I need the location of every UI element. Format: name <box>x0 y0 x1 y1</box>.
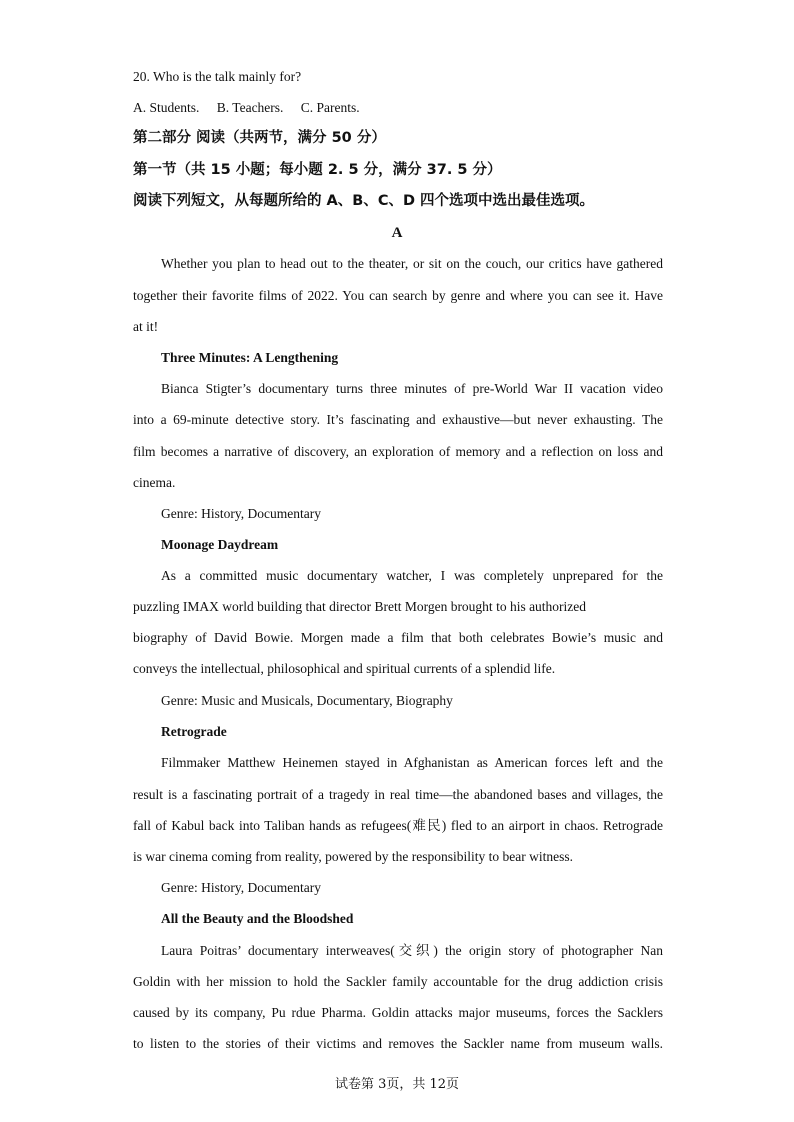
film-text-line: As a committed music documentary watcher, I was completely unprepared for the <box>161 568 663 583</box>
film-text-line: cinema. <box>133 475 176 490</box>
question-20-stem: 20. Who is the talk mainly for? <box>133 69 302 84</box>
film-text-line: film becomes a narrative of discovery, an exploration of memory and a reflection on loss and <box>133 444 663 459</box>
intro-line-1: Whether you plan to head out to the theater, or sit on the couch, our critics have gathered <box>161 256 663 271</box>
film-text-line: Bianca Stigter’s documentary turns three minutes of pre-World War II vacation video <box>161 381 663 396</box>
film-genre: Genre: Music and Musicals, Documentary, Biography <box>161 693 453 708</box>
film-genre: Genre: History, Documentary <box>161 880 321 895</box>
intro-line-3: at it! <box>133 319 159 334</box>
question-20-options <box>133 99 663 117</box>
film-text-line: conveys the intellectual, philosophical and spiritual currents of a splendid life. <box>133 661 556 676</box>
film-title: Three Minutes: A Lengthening <box>161 350 339 365</box>
option-c: C. Parents. <box>300 100 360 115</box>
film-text-line: result is a fascinating portrait of a tragedy in real time—the abandoned bases and villages, the <box>133 787 663 802</box>
option-b: B. Teachers. <box>216 100 284 115</box>
part2-heading: 第二部分 阅读（共两节，满分 50 分） <box>133 130 386 146</box>
film-title: Moonage Daydream <box>161 537 279 552</box>
film-genre: Genre: History, Documentary <box>161 506 321 521</box>
film-text-line: to listen to the stories of their victims and removes the Sackler name from museum walls. <box>133 1036 663 1051</box>
film-text-line: biography of David Bowie. Morgen made a film that both celebrates Bowie’s music and <box>133 630 663 645</box>
film-text-line: into a 69-minute detective story. It’s fascinating and exhaustive—but never exhausting. The <box>133 412 663 427</box>
film-text-line: puzzling IMAX world building that director Brett Morgen brought to his authorized <box>133 599 587 614</box>
film-text-line: Filmmaker Matthew Heinemen stayed in Afghanistan as American forces left and the <box>161 755 663 770</box>
passage-label: A <box>391 225 403 241</box>
film-title: Retrograde <box>161 724 227 739</box>
reading-instruction: 阅读下列短文，从每题所给的 A、B、C、D 四个选项中选出最佳选项。 <box>133 193 595 209</box>
film-text-line: caused by its company, Pu rdue Pharma. Goldin attacks major museums, forces the Sacklers <box>133 1005 663 1020</box>
film-title: All the Beauty and the Bloodshed <box>161 911 354 926</box>
section1-heading: 第一节（共 15 小题；每小题 2. 5 分，满分 37. 5 分） <box>133 162 502 178</box>
page-footer: 试卷第 3页，共 12页 <box>334 1077 460 1092</box>
film-text-line: Goldin with her mission to hold the Sackler family accountable for the drug addiction crisis <box>133 974 663 989</box>
film-text-line: fall of Kabul back into Taliban hands as refugees(难民) fled to an airport in chaos. Retrograde <box>133 818 663 833</box>
film-text-line: Laura Poitras’ documentary interweaves(交织) the origin story of photographer Nan <box>161 943 663 958</box>
option-a: A. Students. <box>133 100 200 115</box>
film-text-line: is war cinema coming from reality, powered by the responsibility to bear witness. <box>133 849 574 864</box>
intro-line-2: together their favorite films of 2022. You can search by genre and where you can see it. Have <box>133 288 663 303</box>
